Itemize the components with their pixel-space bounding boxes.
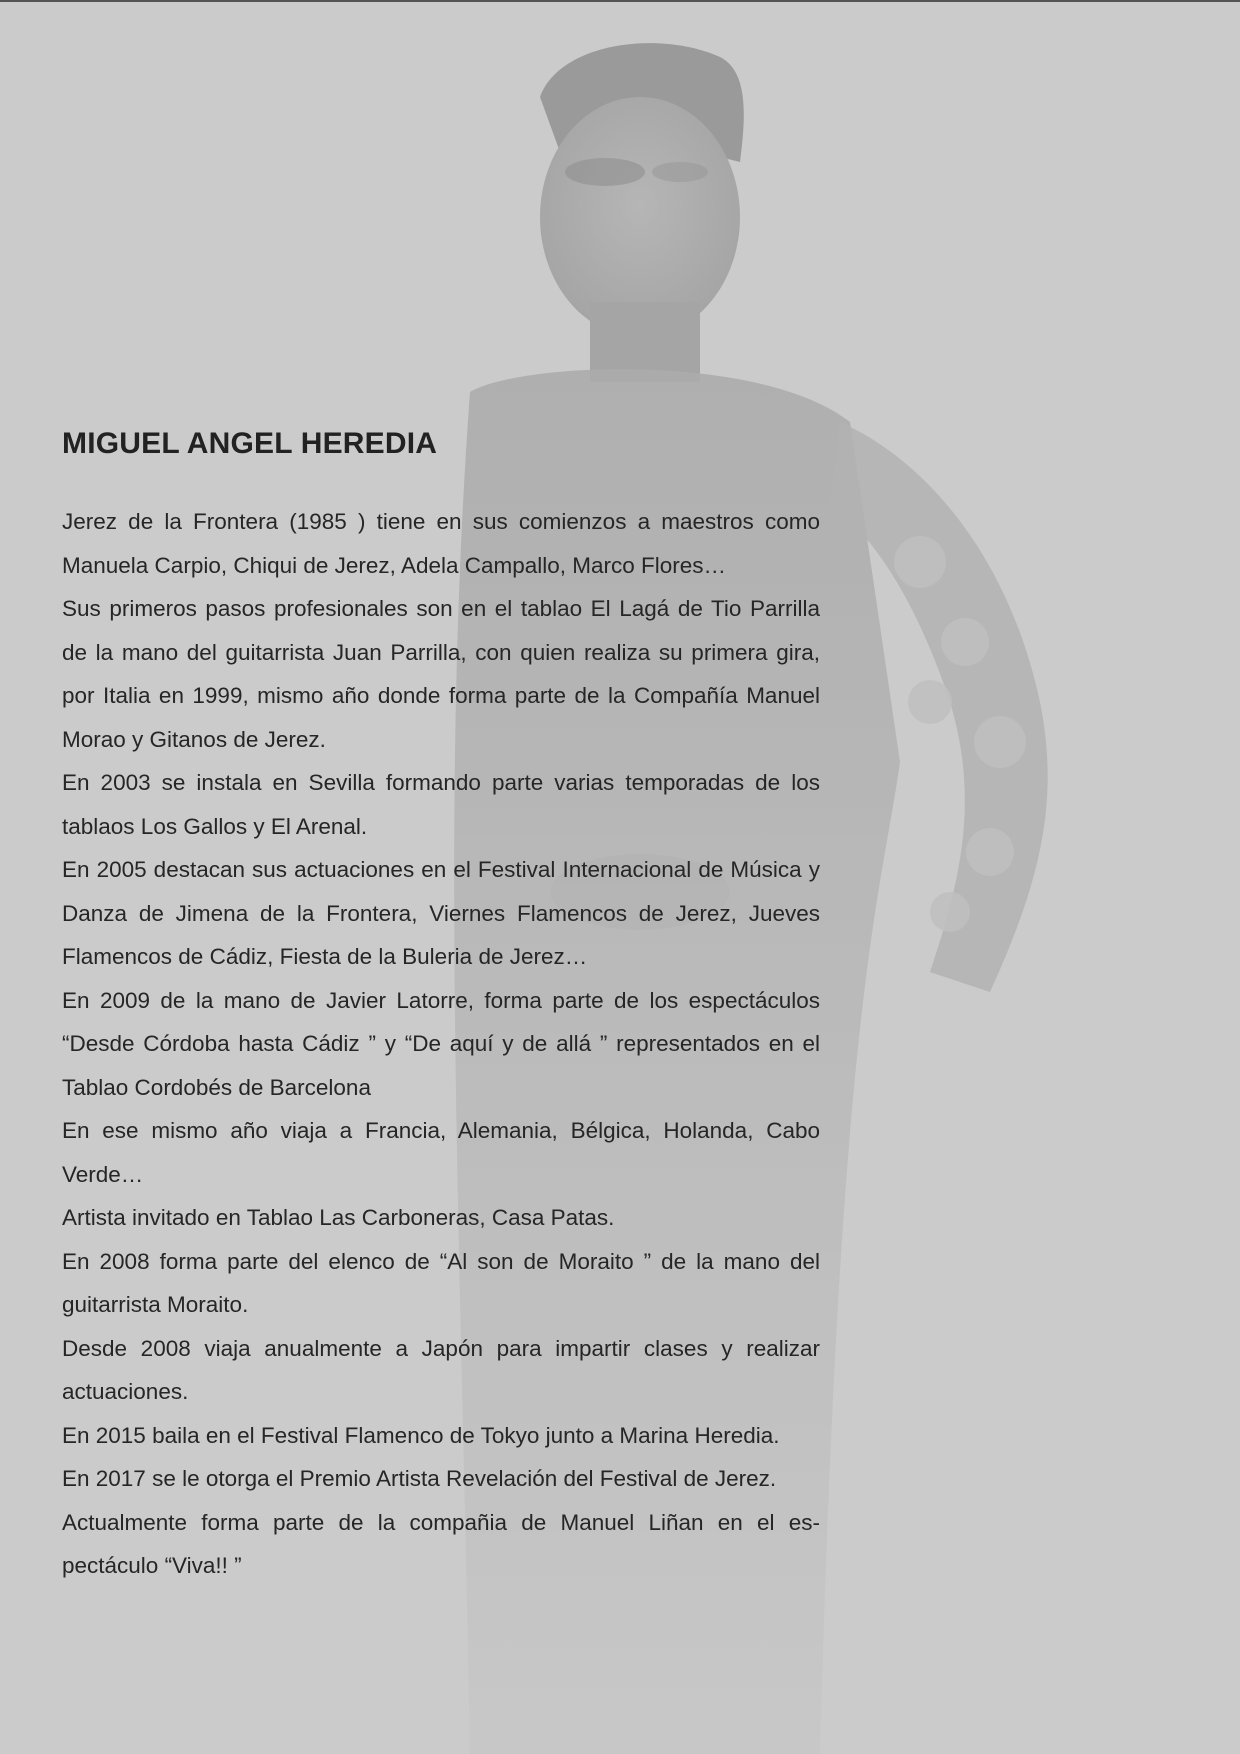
- bio-paragraph: En 2015 baila en el Festival Flamenco de Tokyo junto a Marina Heredia.: [62, 1422, 780, 1448]
- page-title: MIGUEL ANGEL HEREDIA: [62, 427, 438, 460]
- bio-content: [62, 422, 820, 1588]
- bio-paragraph: Artista invitado en Tablao Las Carboneras, Casa Patas.: [62, 1205, 615, 1230]
- bio-paragraph: En 2005 destacan sus actuaciones en el Festival Internacional de Música y Danza de Jimena de la Frontera, Viernes Flamencos de Jerez, Jueves Flamencos de Cádiz, Fiesta de la Buleria de Jerez…: [62, 857, 820, 969]
- bio-paragraph: En ese mismo año viaja a Francia, Alemania, Bélgica, Holanda, Cabo Verde…: [62, 1118, 820, 1187]
- bio-paragraph: Desde 2008 viaja anualmente a Japón para impartir clases y realizar actuaciones.: [62, 1335, 820, 1404]
- bio-paragraph: Jerez de la Frontera (1985 ) tiene en sus comienzos a maestros como Manuela Carpio, Chiqui de Jerez, Adela Campallo, Marco Flores…: [62, 509, 820, 578]
- bio-paragraph: En 2009 de la mano de Javier Latorre, forma parte de los espectáculos “Desde Córdoba hasta Cádiz ” y “De aquí y de allá ” representados en el Tablao Cordobés de Barcelona: [62, 987, 820, 1100]
- bio-paragraph: En 2017 se le otorga el Premio Artista Revelación del Festival de Jerez.: [62, 1466, 777, 1491]
- bio-paragraph: Actualmente forma parte de la compañia de Manuel Liñan en el espectáculo “Viva!! ”: [62, 1509, 820, 1578]
- bio-text: [62, 500, 820, 1588]
- bio-paragraph: En 2003 se instala en Sevilla formando parte varias temporadas de los tablaos Los Gallos y El Arenal.: [62, 770, 820, 839]
- bio-paragraph: Sus primeros pasos profesionales son en el tablao El Lagá de Tio Parrilla de la mano del guitarrista Juan Parrilla, con quien realiza su primera gira, por Italia en 1999, mismo año donde forma parte de la Compañía Manuel Morao y Gitanos de Jerez.: [62, 596, 820, 752]
- bio-paragraph: En 2008 forma parte del elenco de “Al son de Moraito ” de la mano del guitarrista Moraito.: [62, 1248, 820, 1317]
